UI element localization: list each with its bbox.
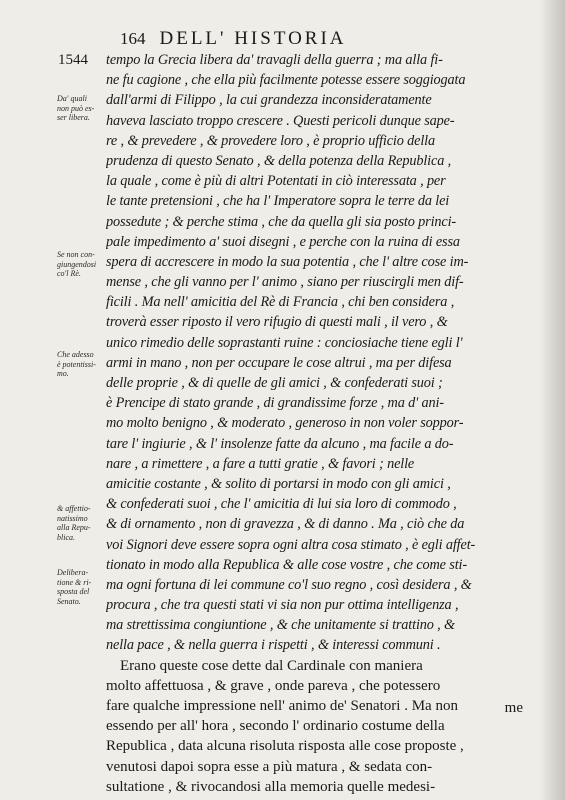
text-line: possedute ; & perche stima , che da quella gli sia posto princi-: [106, 213, 457, 230]
text-line: pale impedimento a' suoi disegni , e perche con la ruina di essa: [106, 233, 460, 250]
page-number: 164: [120, 29, 146, 48]
text-line: procura , che tra questi stati vi sia non pur ottima intelligenza ,: [106, 597, 459, 614]
text-line: voi Signori deve essere sopra ogni altra cosa stimato , è egli affet-: [106, 536, 476, 553]
text-line: nella pace , & nella guerra i rispetti , & interessi communi .: [106, 637, 441, 654]
text-line: spera di accrescere in modo la sua potentia , che l' altre cose im-: [106, 253, 469, 270]
text-line: ne fu cagione , che ella più facilmente potesse essere soggiogata: [106, 72, 466, 89]
text-line: armi in mano , non per occupare le cose altrui , ma per difesa: [106, 354, 452, 371]
margin-note: & affettio- natissimo alla Repu- blica.: [57, 504, 91, 542]
text-line: haveva lasciato troppo crescere . Questi pericoli dunque sape-: [106, 112, 455, 129]
text-line: essendo per all' hora , secondo l' ordinario costume della: [106, 718, 445, 735]
text-line: ficili . Ma nell' amicitia del Rè di Francia , chi ben considera ,: [106, 294, 455, 311]
text-line: la quale , come è più di altri Potentati in ciò interessata , per: [106, 173, 446, 190]
margin-note: Delibera- tione & ri- sposta del Senato.: [57, 568, 92, 606]
text-line: amicitie costante , & solito di portarsi in modo con gli amici ,: [106, 475, 451, 492]
margin-note: Da' quali non può es- ser libera.: [57, 94, 95, 123]
text-line: tionato in modo alla Republica & alle cose vostre , che come sti-: [106, 556, 467, 573]
page-header: [120, 28, 450, 50]
margin-note: Che adesso è potentissi- mo.: [57, 350, 96, 379]
margin-year: 1544: [58, 52, 88, 68]
text-line: re , & prevedere , & provedere loro , è proprio ufficio della: [106, 132, 435, 149]
text-line: nare , a rimettere , a fare a tutti gratie , & favori ; nelle: [106, 455, 415, 472]
text-line: ma ogni fortuna di lei commune co'l suo regno , così desidera , &: [106, 576, 472, 593]
text-line: prudenza di questo Senato , & della potenza della Republica ,: [106, 152, 452, 169]
text-line: Republica , data alcuna risoluta risposta alle cose proposte ,: [106, 738, 464, 755]
body-text: [106, 50, 526, 797]
text-line: & confederati suoi , che l' amicitia di lui sia loro di commodo ,: [106, 496, 457, 513]
text-line: fare qualche impressione nell' animo de' Senatori . Ma non: [106, 698, 458, 714]
gutter-shadow: [539, 0, 565, 800]
text-line: sultatione , & rivocandosi alla memoria quelle medesi-: [106, 778, 436, 795]
text-line: mo molto benigno , & moderato , generoso in non voler soppor-: [106, 415, 464, 432]
text-line: venutosi dapoi sopra esse a più matura , & sedata con-: [106, 758, 433, 775]
catchword: me: [504, 700, 523, 716]
margin-note: Se non con- giungendosi co'l Rè.: [57, 250, 97, 279]
text-line: è Prencipe di stato grande , di grandissime forze , ma d' ani-: [106, 395, 444, 412]
text-line: tare l' ingiurie , & l' insolenze fatte da alcuno , ma facile a do-: [106, 435, 454, 452]
text-line: troverà esser riposto il vero rifugio di questi mali , il vero , &: [106, 314, 448, 331]
text-line: molto affettuosa , & grave , onde pareva , che potessero: [106, 677, 441, 694]
text-line: Erano queste cose dette dal Cardinale con maniera: [120, 657, 423, 674]
text-line: delle proprie , & di quelle de gli amici , & confederati suoi ;: [106, 375, 443, 391]
text-line: & di ornamento , non di gravezza , & di danno . Ma , ciò che da: [106, 516, 465, 533]
text-line: dall'armi di Filippo , la cui grandezza inconsideratamente: [106, 92, 432, 109]
text-line: le tante pretensioni , che ha l' Imperatore sopra le terre da lei: [106, 193, 450, 210]
running-title: DELL' HISTORIA: [159, 28, 347, 49]
text-line: mense , che gli vanno per l' animo , siano per riuscirgli men dif-: [106, 274, 464, 291]
text-line: unico rimedio delle soprastanti ruine : conciosiache tiene egli l': [106, 334, 463, 351]
text-line: tempo la Grecia libera da' travagli della guerra ; ma alla fi-: [106, 52, 443, 68]
text-line: ma strettissima congiuntione , & che unitamente si trattino , &: [106, 617, 456, 634]
